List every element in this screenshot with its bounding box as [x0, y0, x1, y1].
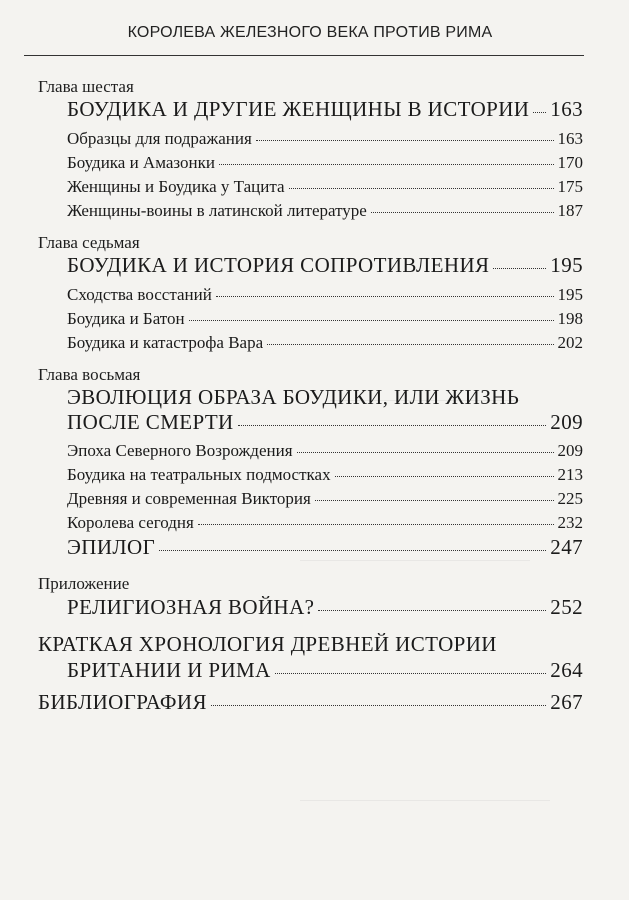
toc-entry-section[interactable] [67, 513, 583, 533]
section-title: Женщины и Боудика у Тацита [67, 177, 285, 196]
toc-entry-section[interactable] [67, 489, 583, 509]
running-head: КОРОЛЕВА ЖЕЛЕЗНОГО ВЕКА ПРОТИВ РИМА [127, 24, 493, 41]
page-number: 225 [557, 489, 583, 508]
page-number: 264 [550, 658, 583, 682]
toc-entry-section[interactable] [67, 129, 583, 149]
dot-leader [189, 319, 554, 321]
dot-leader [159, 549, 546, 551]
page-number: 213 [557, 465, 583, 484]
section-title: Боудика и Батон [67, 309, 185, 328]
dot-leader [289, 187, 554, 189]
dot-leader [318, 609, 546, 611]
page-number: 198 [557, 309, 583, 328]
page-number: 209 [557, 441, 583, 460]
page-number: 175 [557, 177, 583, 196]
section-title: Боудика на театральных подмостках [67, 465, 331, 484]
toc-entry-section[interactable] [67, 285, 583, 305]
page-number: 163 [550, 97, 583, 121]
dot-leader [371, 211, 554, 213]
dot-leader [267, 343, 553, 345]
chapter-title: БОУДИКА И ИСТОРИЯ СОПРОТИВЛЕНИЯ [67, 253, 490, 277]
chapter-title-line2: ПОСЛЕ СМЕРТИ [67, 410, 234, 434]
chronology-title-line2: БРИТАНИИ И РИМА [67, 658, 271, 682]
page-number: 209 [550, 410, 583, 434]
section-title: Королева сегодня [67, 513, 194, 532]
toc-entry-epilogue[interactable] [67, 535, 583, 560]
epilogue-title: ЭПИЛОГ [67, 535, 156, 559]
toc-entry-chronology[interactable] [67, 658, 583, 683]
dot-leader [198, 523, 554, 525]
section-title: Женщины-воины в латинской литературе [67, 201, 367, 220]
toc-entry-section[interactable] [67, 309, 583, 329]
chapter-label: Глава шестая [38, 77, 134, 96]
chapter-label: Глава восьмая [38, 365, 141, 384]
toc-entry-section[interactable] [67, 177, 583, 197]
toc-entry-section[interactable] [67, 201, 583, 221]
dot-leader [256, 139, 554, 141]
section-title: Боудика и катастрофа Вара [67, 333, 264, 352]
dot-leader [211, 704, 546, 706]
dot-leader [493, 267, 546, 269]
dot-leader [219, 163, 554, 165]
header-rule [24, 55, 584, 56]
page-number: 202 [557, 333, 583, 352]
toc-entry-section[interactable] [67, 441, 583, 461]
page-number: 170 [557, 153, 583, 172]
dot-leader [335, 475, 554, 477]
dot-leader [238, 424, 547, 426]
toc-entry-bibliography[interactable] [38, 690, 583, 715]
page-number: 267 [550, 690, 583, 714]
chapter-title-line1[interactable]: ЭВОЛЮЦИЯ ОБРАЗА БОУДИКИ, ИЛИ ЖИЗНЬ [67, 385, 520, 409]
toc-entry-chapter[interactable] [67, 253, 583, 278]
section-title: Древняя и современная Виктория [67, 489, 311, 508]
section-title: Боудика и Амазонки [67, 153, 215, 172]
dot-leader [297, 451, 554, 453]
bleed-through-mark [300, 560, 530, 573]
chronology-title-line1[interactable]: КРАТКАЯ ХРОНОЛОГИЯ ДРЕВНЕЙ ИСТОРИИ [38, 632, 497, 656]
appendix-label: Приложение [38, 574, 130, 593]
dot-leader [216, 295, 554, 297]
chapter-label: Глава седьмая [38, 233, 140, 252]
section-title: Эпоха Северного Возрождения [67, 441, 293, 460]
bleed-through-mark [300, 800, 550, 813]
page-number: 247 [550, 535, 583, 559]
page-number: 163 [557, 129, 583, 148]
page-number: 232 [557, 513, 583, 532]
page-number: 195 [550, 253, 583, 277]
toc-entry-chapter[interactable] [67, 410, 583, 435]
bibliography-title: БИБЛИОГРАФИЯ [38, 690, 207, 714]
page-number: 187 [557, 201, 583, 220]
page-number: 195 [557, 285, 583, 304]
toc-entry-section[interactable] [67, 465, 583, 485]
chapter-title: БОУДИКА И ДРУГИЕ ЖЕНЩИНЫ В ИСТОРИИ [67, 97, 530, 121]
section-title: Сходства восстаний [67, 285, 212, 304]
appendix-title: РЕЛИГИОЗНАЯ ВОЙНА? [67, 595, 315, 619]
dot-leader [275, 672, 547, 674]
dot-leader [315, 499, 554, 501]
toc-entry-appendix[interactable] [67, 595, 583, 620]
toc-entry-chapter[interactable] [67, 97, 583, 122]
page-number: 252 [550, 595, 583, 619]
toc-entry-section[interactable] [67, 153, 583, 173]
dot-leader [533, 111, 546, 113]
section-title: Образцы для подражания [67, 129, 252, 148]
toc-entry-section[interactable] [67, 333, 583, 353]
